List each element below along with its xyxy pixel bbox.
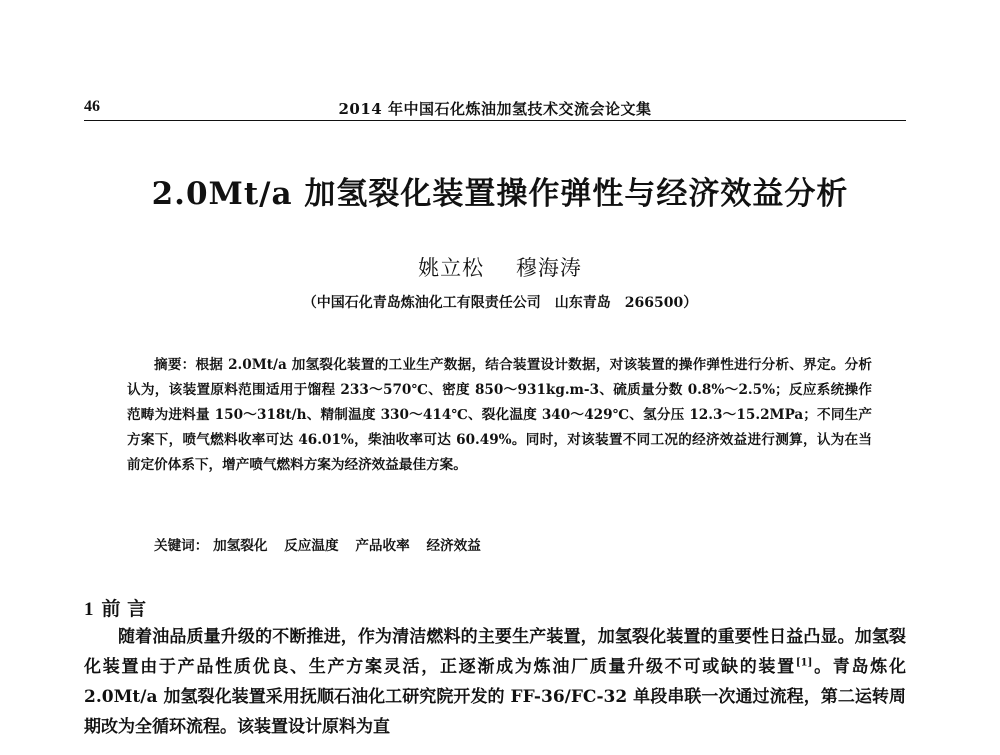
author-name: 姚立松 [418, 256, 485, 280]
keyword: 反应温度 [284, 538, 339, 554]
body-text: 随着油品质量升级的不断推进，作为清洁燃料的主要生产装置，加氢裂化装置的重要性日益凸显。加氢裂化装置由于产品性质优良、生产方案灵活，正逐渐成为炼油厂质量升级不可或缺的装置 [84, 627, 906, 677]
page-number: 46 [84, 98, 100, 115]
keywords-label: 关键词： [154, 538, 209, 554]
authors [0, 252, 1000, 282]
section-title: 前 言 [101, 598, 147, 620]
body-text: 。青岛炼化 2.0Mt/a 加氢裂化装置采用抚顺石油化工研究院开发的 FF-36/FC-32 单段串联一次通过流程，第二运转周期改为全循环流程。该装置设计原料为直 [84, 657, 906, 737]
citation-ref[interactable]: [1] [795, 657, 813, 669]
section-number: 1 [84, 599, 94, 620]
author-name: 穆海涛 [515, 256, 582, 280]
keywords [154, 534, 493, 554]
keyword: 加氢裂化 [213, 538, 268, 554]
abstract [127, 353, 872, 478]
keyword: 产品收率 [355, 538, 410, 554]
running-title: 2014 年中国石化炼油加氢技术交流会论文集 [338, 100, 652, 118]
body-paragraph [84, 622, 906, 742]
abstract-text: 根据 2.0Mt/a 加氢裂化装置的工业生产数据，结合装置设计数据，对该装置的操作弹性进行分析、界定。分析认为，该装置原料范围适用于馏程 233～570℃、密度 850～931kg.m-3、硫质量分数 0.8%～2.5%；反应系统操作范畴为进料量 150～318t/h、精制温度 330～414℃、裂化温度 340～429℃、氢分压 12.3～15.2MPa；不同生产方案下，喷气燃料收率可达 46.01%，柴油收率可达 60.49%。同时，对该装置不同工况的经济效益进行测算，认为在当前定价体系下，增产喷气燃料方案为经济效益最佳方案。 [127, 357, 873, 473]
running-header [84, 96, 906, 121]
paper-title: 2.0Mt/a 加氢裂化装置操作弹性与经济效益分析 [151, 176, 849, 212]
keyword: 经济效益 [426, 538, 481, 554]
affiliation: （中国石化青岛炼油化工有限责任公司 山东青岛 266500） [302, 295, 698, 311]
abstract-label: 摘要： [154, 357, 196, 373]
section-heading [84, 594, 146, 621]
